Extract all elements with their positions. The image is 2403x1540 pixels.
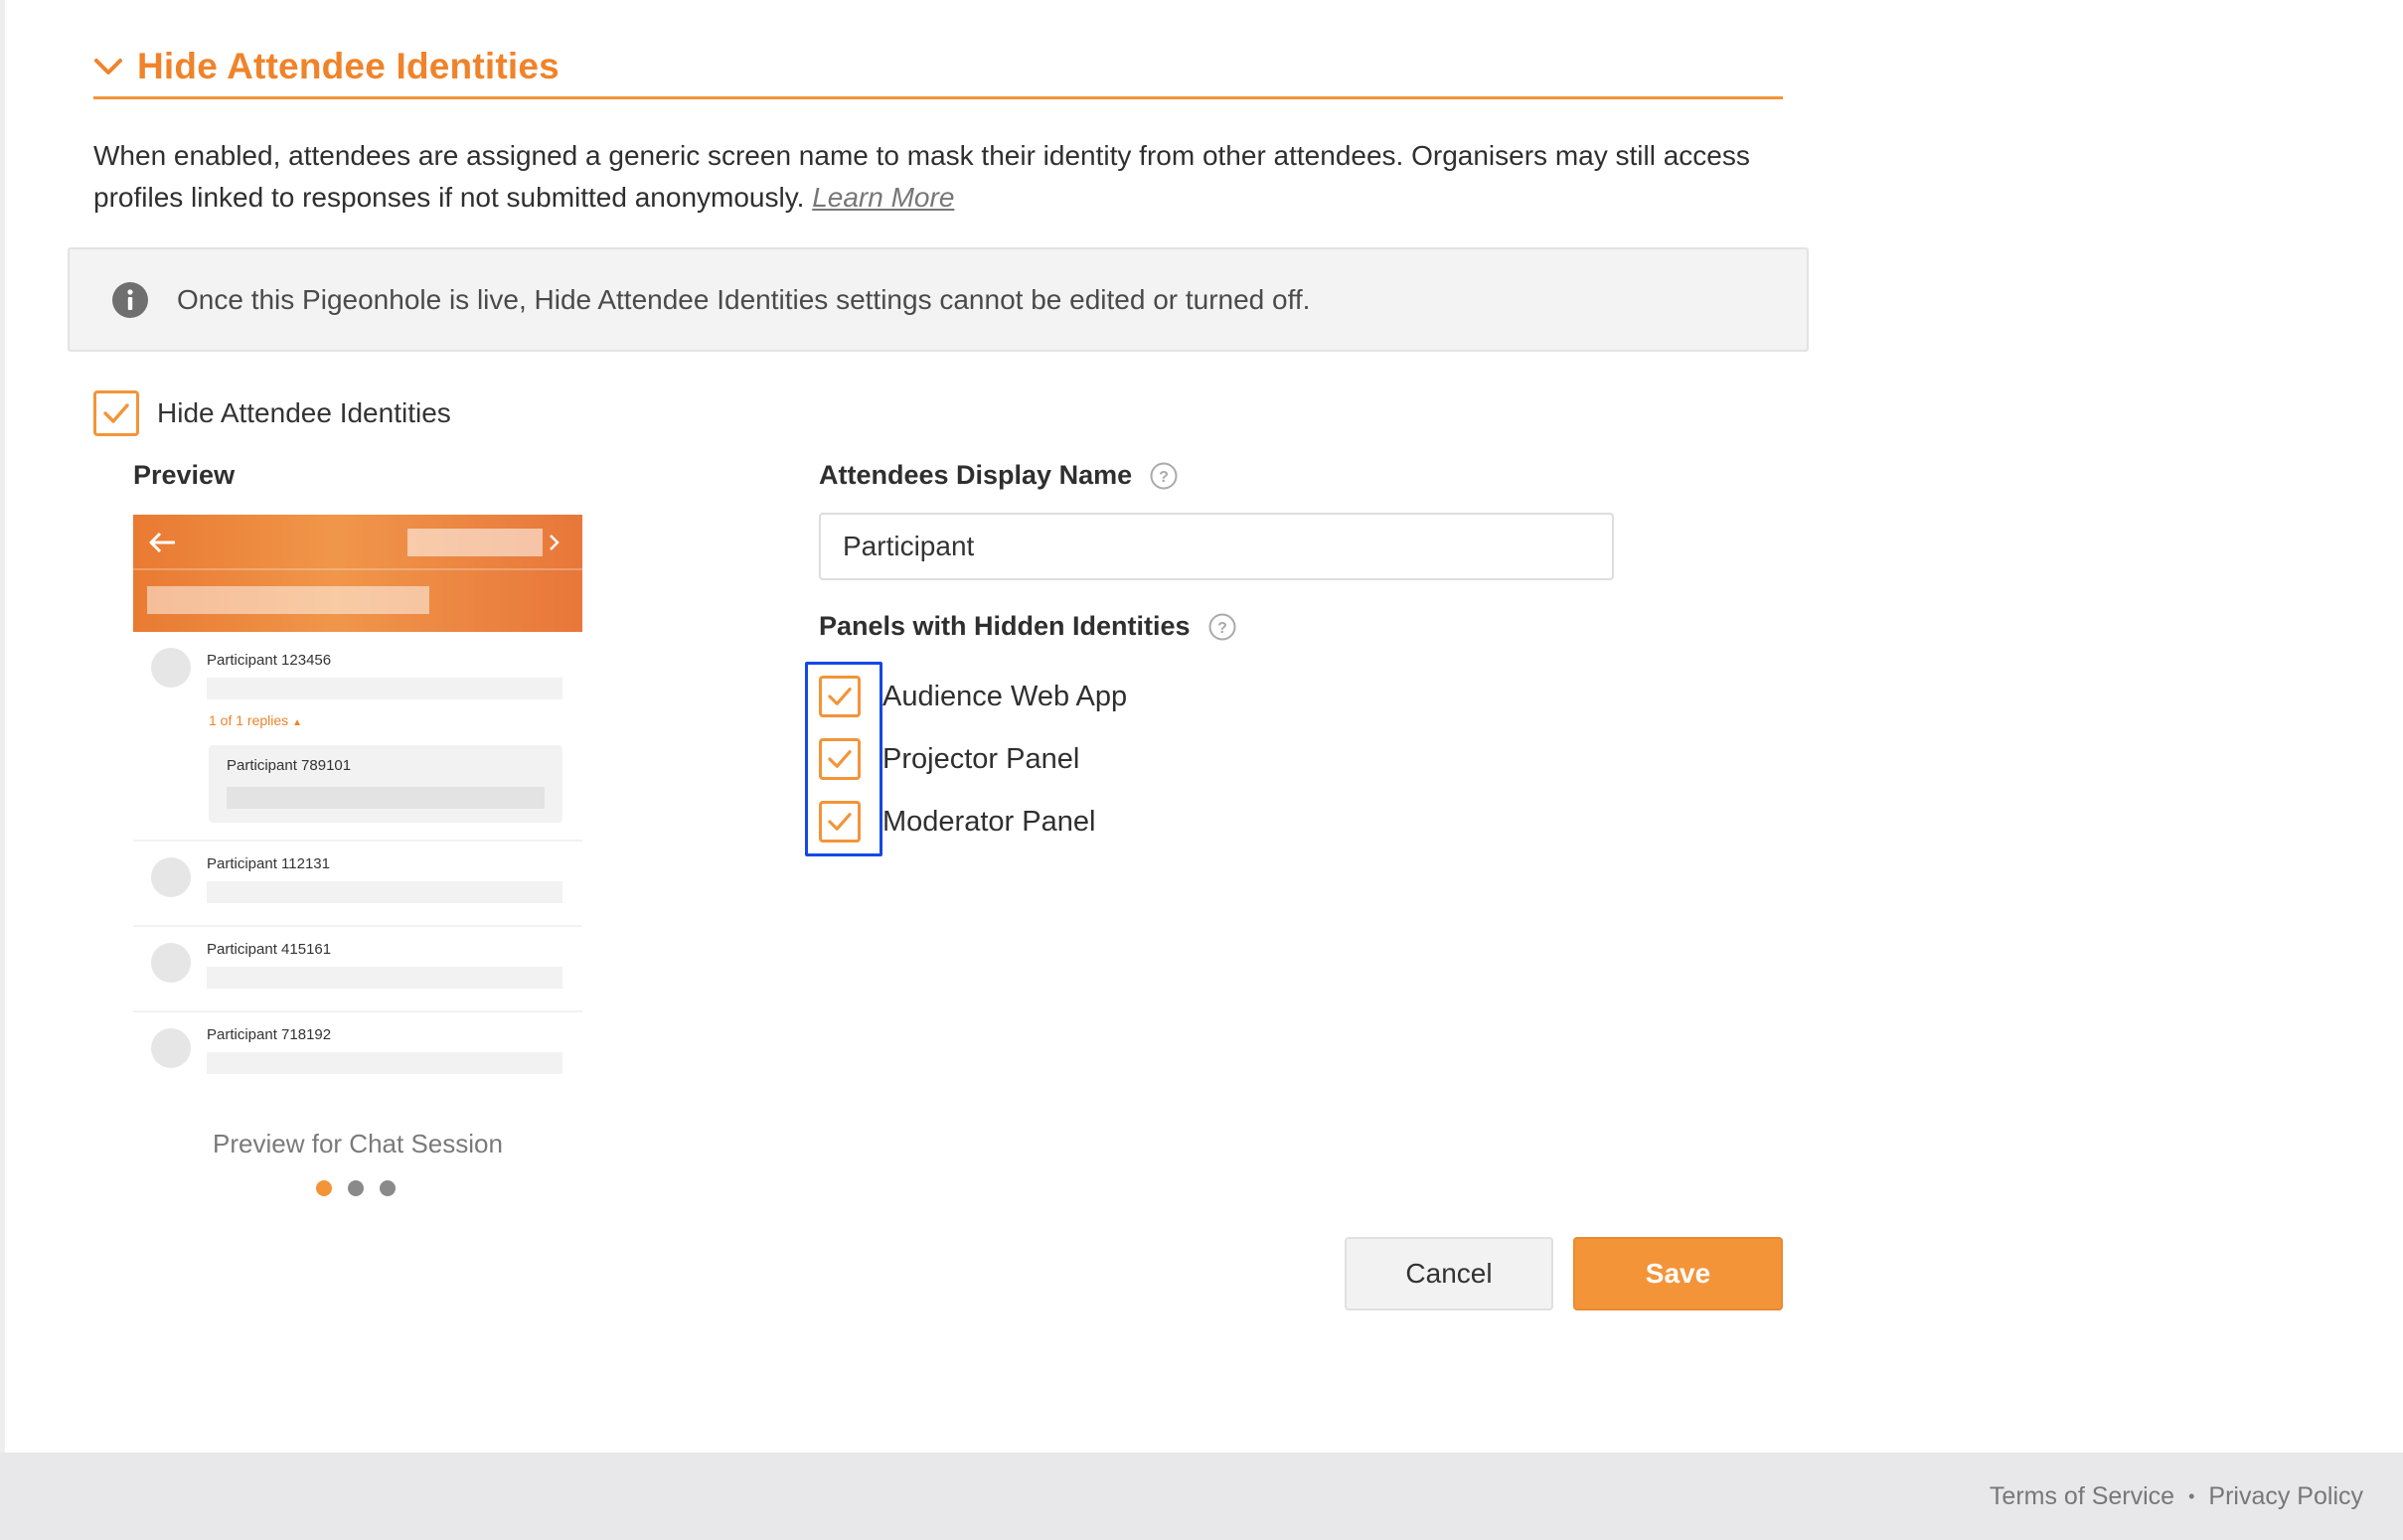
replies-text: 1 of 1 replies xyxy=(209,712,289,728)
projector-panel-label: Projector Panel xyxy=(882,742,1080,775)
display-name-input[interactable] xyxy=(819,513,1614,580)
message-placeholder xyxy=(207,678,562,699)
panel-option-audience-web-app[interactable] xyxy=(819,676,1127,717)
preview-participant-name: Participant 718192 xyxy=(207,1026,332,1043)
checkmark-icon xyxy=(827,748,853,770)
section-header[interactable] xyxy=(93,36,1783,99)
section-title: Hide Attendee Identities xyxy=(137,45,560,86)
page-footer xyxy=(0,1453,2403,1540)
hide-identities-label: Hide Attendee Identities xyxy=(157,397,451,428)
save-button[interactable]: Save xyxy=(1573,1237,1783,1310)
footer-links xyxy=(1990,1453,2363,1540)
pagination-dot-3[interactable] xyxy=(380,1180,396,1196)
panels-label-text: Panels with Hidden Identities xyxy=(819,611,1191,641)
panels-label xyxy=(819,611,1236,642)
back-arrow-icon xyxy=(147,527,179,558)
chevron-down-icon[interactable] xyxy=(93,47,133,86)
chevron-right-icon xyxy=(547,531,562,554)
preview-participant-name: Participant 415161 xyxy=(207,941,332,958)
info-icon xyxy=(111,281,149,319)
preview-subtitle-placeholder xyxy=(147,586,429,614)
audience-web-app-label: Audience Web App xyxy=(882,680,1128,712)
display-name-label xyxy=(819,460,1178,491)
preview-pagination xyxy=(316,1180,396,1196)
svg-text:?: ? xyxy=(1159,468,1170,486)
reply-card xyxy=(209,745,562,823)
help-icon[interactable] xyxy=(1208,613,1236,641)
hide-identities-checkbox[interactable] xyxy=(93,390,139,436)
reply-placeholder xyxy=(227,787,545,809)
chat-preview xyxy=(133,515,582,1093)
preview-participant-name: Participant 112131 xyxy=(207,855,330,872)
preview-caption: Preview for Chat Session xyxy=(213,1129,503,1158)
preview-list-item xyxy=(133,842,582,927)
audience-web-app-checkbox[interactable] xyxy=(819,676,861,717)
projector-panel-checkbox[interactable] xyxy=(819,738,861,780)
privacy-policy-link[interactable]: Privacy Policy xyxy=(2208,1481,2363,1510)
pagination-dot-2[interactable] xyxy=(348,1180,364,1196)
terms-of-service-link[interactable]: Terms of Service xyxy=(1989,1481,2175,1510)
display-name-label-text: Attendees Display Name xyxy=(819,460,1133,490)
caret-up-icon: ▲ xyxy=(292,717,302,728)
description-text: When enabled, attendees are assigned a generic screen name to mask their identity from other attendees. Organisers may still access profiles linked to responses if not submitted anonymously. xyxy=(93,140,1750,213)
preview-list-item xyxy=(133,927,582,1012)
hide-identities-toggle[interactable] xyxy=(93,390,451,436)
preview-participant-name: Participant 123456 xyxy=(207,652,332,669)
pagination-dot-1[interactable] xyxy=(316,1180,332,1196)
avatar xyxy=(151,857,191,897)
avatar xyxy=(151,943,191,983)
avatar xyxy=(151,648,191,688)
footer-separator: • xyxy=(2188,1485,2195,1506)
checkmark-icon xyxy=(102,401,130,425)
preview-title: Preview xyxy=(133,460,236,490)
panel-option-moderator-panel[interactable] xyxy=(819,801,1095,843)
preview-title-placeholder xyxy=(407,529,543,556)
preview-list-item xyxy=(133,632,582,842)
checkmark-icon xyxy=(827,686,853,707)
section-description xyxy=(93,135,1783,219)
left-border xyxy=(0,0,5,1453)
info-banner-text: Once this Pigeonhole is live, Hide Attendee Identities settings cannot be edited or turned off. xyxy=(177,283,1311,315)
preview-list-item xyxy=(133,1012,582,1093)
panel-option-projector-panel[interactable] xyxy=(819,738,1079,780)
preview-header xyxy=(133,515,582,632)
moderator-panel-label: Moderator Panel xyxy=(882,805,1096,838)
svg-text:?: ? xyxy=(1216,619,1227,637)
checkmark-icon xyxy=(827,811,853,833)
reply-participant-name: Participant 789101 xyxy=(227,757,352,774)
learn-more-link[interactable]: Learn More xyxy=(812,182,955,213)
replies-count xyxy=(209,712,302,728)
message-placeholder xyxy=(207,1052,562,1074)
message-placeholder xyxy=(207,967,562,989)
moderator-panel-checkbox[interactable] xyxy=(819,801,861,843)
help-icon[interactable] xyxy=(1150,462,1178,490)
message-placeholder xyxy=(207,881,562,903)
cancel-button[interactable]: Cancel xyxy=(1345,1237,1553,1310)
info-banner xyxy=(68,247,1809,352)
avatar xyxy=(151,1028,191,1068)
